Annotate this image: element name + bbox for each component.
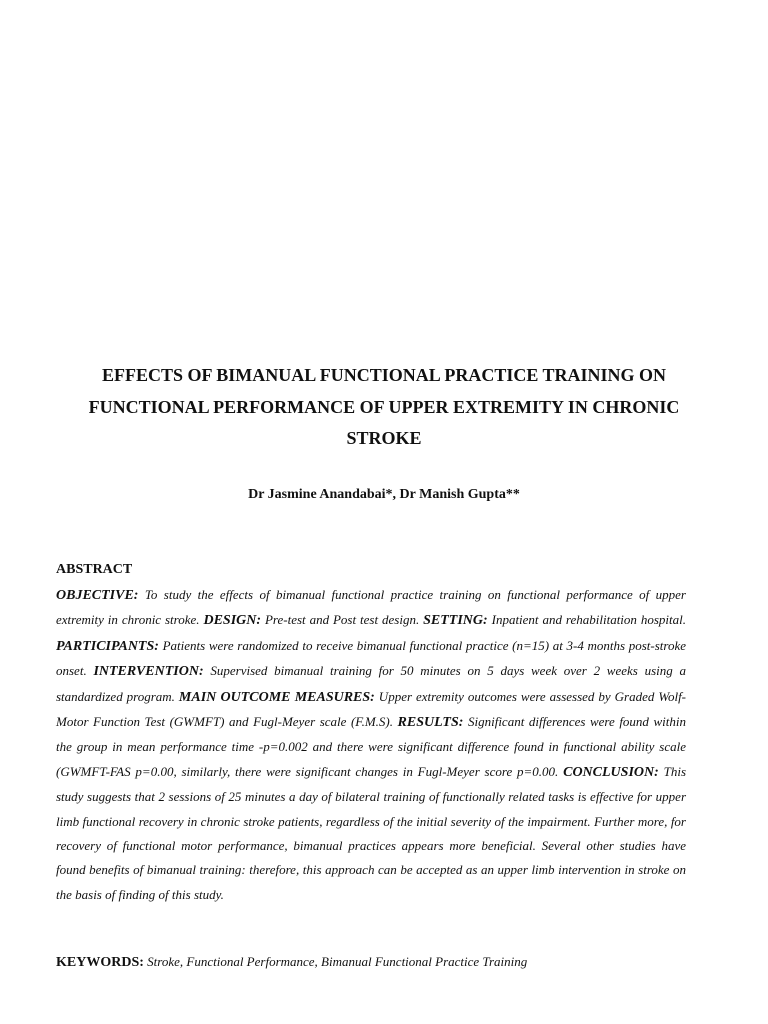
setting-text: Inpatient and rehabilitation hospital.	[487, 612, 686, 628]
design-label: DESIGN:	[203, 613, 262, 629]
keywords-text: Stroke, Functional Performance, Bimanual Functional Practice Training	[143, 954, 528, 969]
objective-text: To study the effects of bimanual functional practice training on functional performance of upper extremity in chronic stroke.	[56, 587, 686, 628]
setting-label: SETTING:	[423, 613, 488, 629]
outcome-text: Upper extremity outcomes were assessed by Graded Wolf-Motor Function Test (GWMFT) and Fugl-Meyer scale (F.M.S).	[56, 688, 687, 730]
participants-label: PARTICIPANTS:	[56, 638, 159, 654]
keywords-label: KEYWORDS:	[56, 955, 144, 970]
title-line-3: STROKE	[346, 428, 422, 448]
abstract-heading: ABSTRACT	[56, 562, 133, 577]
title-line-1: EFFECTS OF BIMANUAL FUNCTIONAL PRACTICE TRAINING ON	[101, 365, 667, 385]
objective-label: OBJECTIVE:	[56, 588, 139, 603]
results-text: Significant differences were found within the group in mean performance time -p=0.002 and there were significant difference found in functional ability scale (GWMFT-FAS p=0.00, similarly, there were significant changes in Fugl-Meyer score p=0.00.	[56, 714, 686, 779]
design-text: Pre-test and Post test design.	[261, 612, 424, 628]
outcome-label: MAIN OUTCOME MEASURES:	[178, 689, 375, 705]
results-label: RESULTS:	[397, 715, 464, 731]
paper-title	[40, 360, 728, 455]
conclusion-label: CONCLUSION:	[563, 764, 659, 780]
intervention-text: Supervised bimanual training for 50 minutes on 5 days week over 2 weeks using a standardized program.	[56, 663, 686, 704]
conclusion-text: This study suggests that 2 sessions of 25 minutes a day of bilateral training of functionally related tasks is effective for upper limb functional recovery in chronic stroke patients, regardless of the initial severity of the impairment. Further more, for recovery of functional motor performance, bimanual practices appears more beneficial. Several other studies have found benefits of bimanual training: therefore, this approach can be accepted as an upper limb intervention in stroke on the basis of finding of this study.	[56, 763, 686, 902]
abstract-body	[56, 583, 686, 907]
author-list: Dr Jasmine Anandabai*, Dr Manish Gupta**	[248, 487, 520, 502]
title-line-2: FUNCTIONAL PERFORMANCE OF UPPER EXTREMITY IN CHRONIC	[88, 396, 680, 417]
keywords-line	[56, 951, 686, 974]
intervention-label: INTERVENTION:	[93, 664, 204, 680]
participants-text: Patients were randomized to receive bimanual functional practice (n=15) at 3-4 months post-stroke onset.	[56, 637, 686, 679]
